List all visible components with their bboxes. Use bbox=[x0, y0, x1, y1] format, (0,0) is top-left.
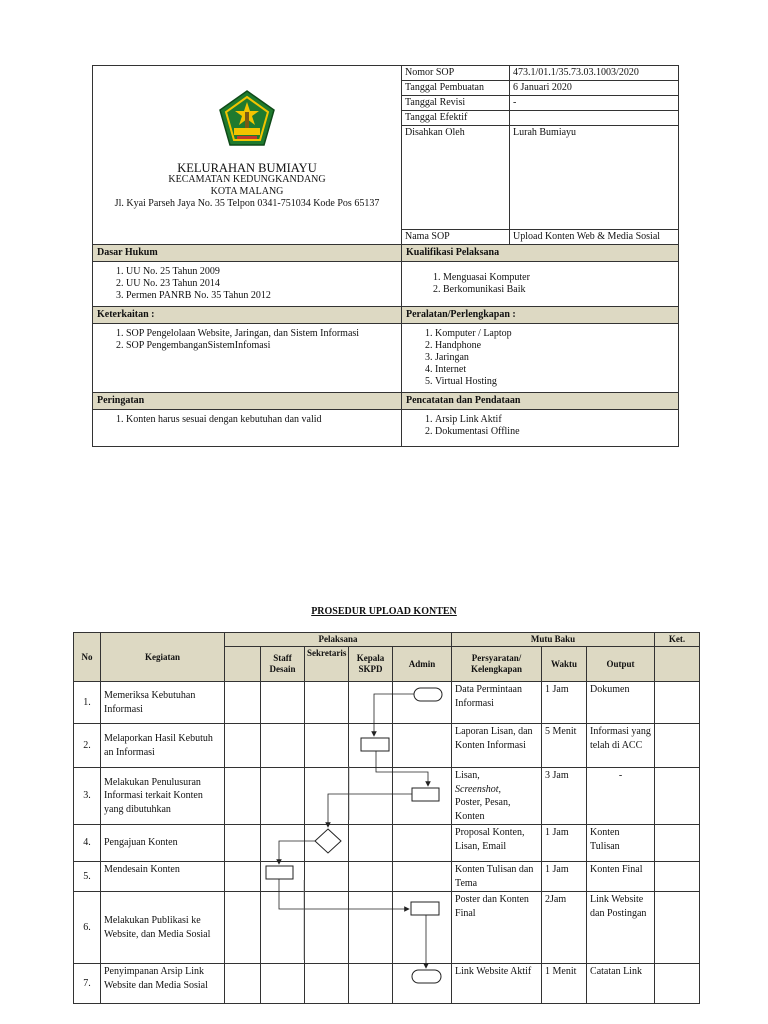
step-persyaratan: Data Permintaan Informasi bbox=[452, 682, 542, 724]
step-kegiatan: Melaporkan Hasil Kebutuh an Informasi bbox=[101, 724, 225, 768]
step-waktu: 1 Jam bbox=[542, 825, 587, 862]
peralatan-list bbox=[405, 328, 675, 388]
col-ket-blank bbox=[655, 647, 700, 682]
list-item: 1. SOP Pengelolaan Website, Jaringan, dan Sistem Informasi bbox=[126, 328, 398, 340]
list-item: 3. Permen PANRB No. 35 Tahun 2012 bbox=[126, 290, 398, 302]
procedure-table bbox=[73, 632, 700, 1004]
step-output: Informasi yang telah di ACC bbox=[587, 724, 655, 768]
step-persyaratan: Proposal Konten, Lisan, Email bbox=[452, 825, 542, 862]
lane-cell bbox=[225, 964, 261, 1004]
procedure-title: PROSEDUR UPLOAD KONTEN bbox=[311, 606, 457, 617]
dasar-hukum-header: Dasar Hukum bbox=[93, 245, 402, 262]
col-mutu-baku: Mutu Baku bbox=[452, 633, 655, 647]
col-persyaratan: Persyaratan/ Kelengkapan bbox=[452, 647, 542, 682]
col-waktu: Waktu bbox=[542, 647, 587, 682]
lane-cell bbox=[305, 825, 349, 862]
step-ket bbox=[655, 825, 700, 862]
step-no: 1. bbox=[74, 682, 101, 724]
col-ket: Ket. bbox=[655, 633, 700, 647]
keterkaitan-content bbox=[93, 324, 402, 393]
step-persyaratan: Konten Tulisan dan Tema bbox=[452, 862, 542, 892]
nama-sop-value: Upload Konten Web & Media Sosial bbox=[510, 230, 679, 245]
list-item: 2. Dokumentasi Offline bbox=[435, 426, 675, 438]
tanggal-efektif-label: Tanggal Efektif bbox=[402, 111, 510, 126]
disahkan-value: Lurah Bumiayu bbox=[510, 126, 679, 230]
tanggal-revisi-label: Tanggal Revisi bbox=[402, 96, 510, 111]
keterkaitan-header: Keterkaitan : bbox=[93, 307, 402, 324]
lane-cell bbox=[393, 825, 452, 862]
step-output: Konten Tulisan bbox=[587, 825, 655, 862]
lane-cell bbox=[225, 724, 261, 768]
step-kegiatan: Pengajuan Konten bbox=[101, 825, 225, 862]
step-waktu: 5 Menit bbox=[542, 724, 587, 768]
step-no: 7. bbox=[74, 964, 101, 1004]
lane-cell bbox=[393, 892, 452, 964]
step-waktu: 2Jam bbox=[542, 892, 587, 964]
tanggal-pembuatan-label: Tanggal Pembuatan bbox=[402, 81, 510, 96]
tanggal-efektif-value bbox=[510, 111, 679, 126]
dasar-hukum-list bbox=[96, 266, 398, 302]
step-no: 5. bbox=[74, 862, 101, 892]
list-item: 4. Internet bbox=[435, 364, 675, 376]
step-ket bbox=[655, 724, 700, 768]
list-item: 2. Berkomunikasi Baik bbox=[443, 284, 675, 296]
list-item: 3. Jaringan bbox=[435, 352, 675, 364]
lane-cell bbox=[393, 964, 452, 1004]
step-waktu: 1 Jam bbox=[542, 862, 587, 892]
lane-cell bbox=[393, 724, 452, 768]
list-item: 2. SOP PengembanganSistemInfomasi bbox=[126, 340, 398, 352]
lane-cell bbox=[305, 964, 349, 1004]
nomor-sop-label: Nomor SOP bbox=[402, 66, 510, 81]
table-row bbox=[74, 768, 700, 825]
kualifikasi-header: Kualifikasi Pelaksana bbox=[402, 245, 679, 262]
tanggal-revisi-value: - bbox=[510, 96, 679, 111]
table-row bbox=[74, 724, 700, 768]
step-output: Konten Final bbox=[587, 862, 655, 892]
col-admin: Admin bbox=[393, 647, 452, 682]
step-ket bbox=[655, 862, 700, 892]
lane-cell bbox=[393, 682, 452, 724]
keterkaitan-list bbox=[96, 328, 398, 352]
list-item: 1. UU No. 25 Tahun 2009 bbox=[126, 266, 398, 278]
table-row bbox=[74, 964, 700, 1004]
step-persyaratan bbox=[452, 768, 542, 825]
lane-cell bbox=[393, 862, 452, 892]
organization-district: KECAMATAN KEDUNGKANDANG bbox=[168, 174, 326, 185]
list-item: 1. Menguasai Komputer bbox=[443, 272, 675, 284]
nama-sop-label: Nama SOP bbox=[402, 230, 510, 245]
step-ket bbox=[655, 964, 700, 1004]
lane-cell bbox=[349, 862, 393, 892]
list-item: 1. Komputer / Laptop bbox=[435, 328, 675, 340]
pencatatan-list bbox=[405, 414, 675, 438]
organization-name: KELURAHAN BUMIAYU bbox=[177, 161, 317, 175]
pencatatan-content bbox=[402, 410, 679, 447]
disahkan-label: Disahkan Oleh bbox=[402, 126, 510, 230]
step-kegiatan: Mendesain Konten bbox=[101, 862, 225, 892]
lane-cell bbox=[261, 768, 305, 825]
list-item: 1. Konten harus sesuai dengan kebutuhan dan valid bbox=[126, 414, 398, 426]
nomor-sop-value: 473.1/01.1/35.73.03.1003/2020 bbox=[510, 66, 679, 81]
step-kegiatan: Melakukan Penulusuran Informasi terkait Konten yang dibutuhkan bbox=[101, 768, 225, 825]
step-waktu: 3 Jam bbox=[542, 768, 587, 825]
step-persyaratan: Link Website Aktif bbox=[452, 964, 542, 1004]
lane-cell bbox=[349, 768, 393, 825]
list-item: 5. Virtual Hosting bbox=[435, 376, 675, 388]
sop-identity-table bbox=[92, 65, 679, 447]
col-lane-blank bbox=[225, 647, 261, 682]
col-kepala-skpd: Kepala SKPD bbox=[349, 647, 393, 682]
lane-cell bbox=[225, 892, 261, 964]
lane-cell bbox=[261, 964, 305, 1004]
lane-cell bbox=[225, 862, 261, 892]
step-waktu: 1 Menit bbox=[542, 964, 587, 1004]
organization-city: KOTA MALANG bbox=[210, 186, 284, 197]
step-no: 3. bbox=[74, 768, 101, 825]
step-ket bbox=[655, 682, 700, 724]
dasar-hukum-content bbox=[93, 262, 402, 307]
persyaratan-screenshot: Screenshot, bbox=[455, 783, 502, 795]
lane-cell bbox=[261, 862, 305, 892]
lane-cell bbox=[261, 892, 305, 964]
step-ket bbox=[655, 768, 700, 825]
lane-cell bbox=[349, 892, 393, 964]
lane-cell bbox=[305, 768, 349, 825]
step-output: Catatan Link bbox=[587, 964, 655, 1004]
lane-cell bbox=[261, 724, 305, 768]
table-row bbox=[74, 682, 700, 724]
table-row bbox=[74, 892, 700, 964]
step-no: 4. bbox=[74, 825, 101, 862]
lane-cell bbox=[349, 682, 393, 724]
tanggal-pembuatan-value: 6 Januari 2020 bbox=[510, 81, 679, 96]
col-kegiatan: Kegiatan bbox=[101, 633, 225, 682]
kualifikasi-content bbox=[402, 262, 679, 307]
kualifikasi-list bbox=[405, 272, 675, 296]
step-output: - bbox=[587, 768, 655, 825]
step-waktu: 1 Jam bbox=[542, 682, 587, 724]
peralatan-content bbox=[402, 324, 679, 393]
lane-cell bbox=[349, 724, 393, 768]
lane-cell bbox=[349, 964, 393, 1004]
peringatan-header: Peringatan bbox=[93, 393, 402, 410]
step-ket bbox=[655, 892, 700, 964]
col-pelaksana: Pelaksana bbox=[225, 633, 452, 647]
step-no: 6. bbox=[74, 892, 101, 964]
lane-cell bbox=[305, 682, 349, 724]
pencatatan-header: Pencatatan dan Pendataan bbox=[402, 393, 679, 410]
col-no: No bbox=[74, 633, 101, 682]
list-item: 2. Handphone bbox=[435, 340, 675, 352]
lane-cell bbox=[225, 768, 261, 825]
organization-address: Jl. Kyai Parseh Jaya No. 35 Telpon 0341-751034 Kode Pos 65137 bbox=[114, 198, 380, 209]
lane-cell bbox=[305, 724, 349, 768]
peringatan-content bbox=[93, 410, 402, 447]
lane-cell bbox=[261, 682, 305, 724]
col-output: Output bbox=[587, 647, 655, 682]
organization-block bbox=[93, 66, 402, 245]
step-persyaratan: Laporan Lisan, dan Konten Informasi bbox=[452, 724, 542, 768]
col-staff-desain: Staff Desain bbox=[261, 647, 305, 682]
lane-cell bbox=[393, 768, 452, 825]
step-persyaratan: Poster dan Konten Final bbox=[452, 892, 542, 964]
table-row bbox=[74, 862, 700, 892]
lane-cell bbox=[261, 825, 305, 862]
step-kegiatan: Memeriksa Kebutuhan Informasi bbox=[101, 682, 225, 724]
step-no: 2. bbox=[74, 724, 101, 768]
lane-cell bbox=[305, 862, 349, 892]
persyaratan-lisan: Lisan, bbox=[455, 770, 480, 781]
lane-cell bbox=[349, 825, 393, 862]
col-sekretaris: Sekretaris bbox=[305, 647, 349, 682]
peralatan-header: Peralatan/Perlengkapan : bbox=[402, 307, 679, 324]
step-kegiatan: Penyimpanan Arsip Link Website dan Media Sosial bbox=[101, 964, 225, 1004]
step-output: Link Website dan Postingan bbox=[587, 892, 655, 964]
step-output: Dokumen bbox=[587, 682, 655, 724]
list-item: 1. Arsip Link Aktif bbox=[435, 414, 675, 426]
lane-cell bbox=[225, 682, 261, 724]
lane-cell bbox=[225, 825, 261, 862]
persyaratan-poster: Poster, Pesan, Konten bbox=[455, 797, 511, 822]
list-item: 2. UU No. 23 Tahun 2014 bbox=[126, 278, 398, 290]
peringatan-list bbox=[96, 414, 398, 426]
step-kegiatan: Melakukan Publikasi ke Website, dan Media Sosial bbox=[101, 892, 225, 964]
kota-malang-logo-icon bbox=[217, 88, 277, 148]
lane-cell bbox=[305, 892, 349, 964]
table-row bbox=[74, 825, 700, 862]
